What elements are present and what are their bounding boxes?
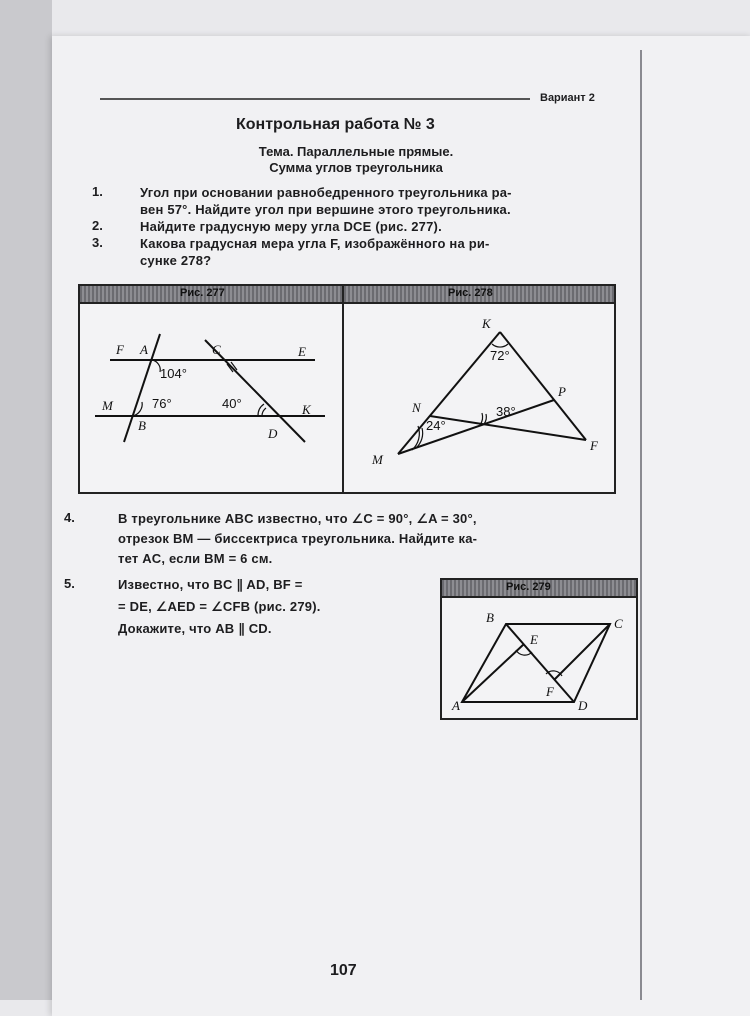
f279-label-D: D <box>578 698 588 713</box>
task-2-line-1: Найдите градусную меру угла DCE (рис. 277). <box>140 219 442 234</box>
f278-label-M: M <box>372 452 383 467</box>
f278-angle-38: 38° <box>496 404 516 419</box>
task-5-line-1: Известно, что BC ∥ AD, BF = <box>118 577 303 592</box>
task-4-number: 4. <box>64 510 75 525</box>
task-1-line-2: вен 57°. Найдите угол при вершине этого треугольника. <box>140 202 511 217</box>
f278-label-F: F <box>590 438 598 453</box>
figure-277-drawing <box>80 304 342 492</box>
page-title: Контрольная работа № 3 <box>236 116 435 133</box>
f277-angle-76: 76° <box>152 396 172 411</box>
task-5-line-2: = DE, ∠AED = ∠CFB (рис. 279). <box>118 599 321 614</box>
task-3-number: 3. <box>92 235 103 250</box>
f277-label-M: M <box>102 398 113 413</box>
task-1-line-1: Угол при основании равнобедренного треугольника ра- <box>140 185 512 200</box>
task-5-line-3: Докажите, что AB ∥ CD. <box>118 621 272 636</box>
figure-header-bar <box>80 286 614 304</box>
task-4-line-3: тет AC, если BM = 6 см. <box>118 551 273 566</box>
f277-label-D: D <box>268 426 278 441</box>
figure-279-drawing <box>442 598 636 718</box>
task-4-line-1: В треугольнике ABC известно, что ∠C = 90°, ∠A = 30°, <box>118 511 477 526</box>
topic-line-2: Сумма углов треугольника <box>269 160 443 175</box>
f279-label-B: B <box>486 610 494 625</box>
f277-label-B: B <box>138 418 146 433</box>
f278-label-K: K <box>482 316 491 331</box>
f277-label-K: K <box>302 402 311 417</box>
figure-278-caption: Рис. 278 <box>448 287 493 299</box>
topic <box>226 144 486 176</box>
topic-line-1: Тема. Параллельные прямые. <box>258 144 454 159</box>
f279-label-A: A <box>452 698 460 713</box>
task-1-number: 1. <box>92 184 103 199</box>
f277-label-C: C <box>212 342 221 357</box>
f277-angle-40: 40° <box>222 396 242 411</box>
figure-279-caption: Рис. 279 <box>506 581 551 593</box>
page-number: 107 <box>330 962 357 979</box>
task-3-line-2: сунке 278? <box>140 253 212 268</box>
f277-label-F: F <box>116 342 124 357</box>
f279-label-F: F <box>546 684 554 699</box>
f277-label-A: A <box>140 342 148 357</box>
f277-angle-104: 104° <box>160 366 187 381</box>
task-4-line-2: отрезок BM — биссектриса треугольника. Найдите ка- <box>118 531 478 546</box>
variant-label: Вариант 2 <box>540 92 595 104</box>
f279-label-C: C <box>614 616 623 631</box>
f278-angle-72: 72° <box>490 348 510 363</box>
page-shadow <box>0 0 52 1000</box>
figure-278-drawing <box>344 304 614 492</box>
f279-label-E: E <box>530 632 538 647</box>
task-3-line-1: Какова градусная мера угла F, изображённого на ри- <box>140 236 490 251</box>
f277-label-E: E <box>298 344 306 359</box>
header-rule <box>100 98 530 100</box>
figure-279 <box>440 578 638 720</box>
task-2-number: 2. <box>92 218 103 233</box>
f278-label-N: N <box>412 400 421 415</box>
figures-277-278 <box>78 284 616 494</box>
page-fold <box>640 50 642 1000</box>
f278-label-P: P <box>558 384 566 399</box>
figure-277-caption: Рис. 277 <box>180 287 225 299</box>
f278-angle-24: 24° <box>426 418 446 433</box>
task-5-number: 5. <box>64 576 75 591</box>
